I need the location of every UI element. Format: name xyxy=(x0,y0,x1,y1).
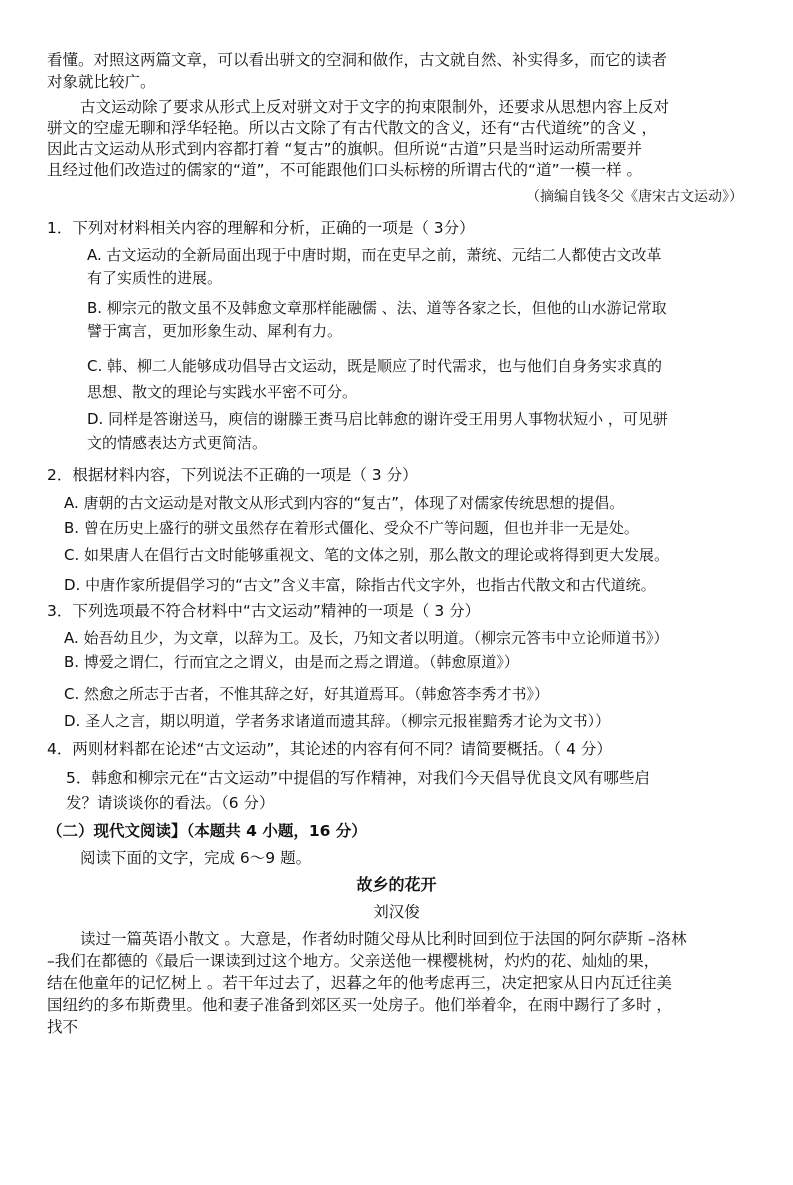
q3-option-c: C. 然愈之所志于古者，不惟其辞之好，好其道焉耳。（韩愈答李秀才书》） xyxy=(64,685,550,703)
question-5-cont: 发？请谈谈你的看法。（6 分） xyxy=(66,794,275,812)
intro-line: 骈文的空虚无聊和浮华轻艳。所以古文除了有古代散文的含义，还有“古代道统”的含义 ， xyxy=(47,119,657,137)
question-3-stem: 3．下列选项最不符合材料中“古文运动”精神的一项是（ 3 分） xyxy=(47,602,481,620)
q2-option-d: D. 中唐作家所提倡学习的“古文”含义丰富，除指古代文字外，也指古代散文和古代道统。 xyxy=(64,576,656,594)
question-2-stem: 2．根据材料内容，下列说法不正确的一项是（ 3 分） xyxy=(47,466,418,484)
q2-option-b: B. 曾在历史上盛行的骈文虽然存在着形式僵化、受众不广等问题，但也并非一无是处。 xyxy=(64,519,639,537)
question-4: 4．两则材料都在论述“古文运动”，其论述的内容有何不同？请简要概括。（ 4 分） xyxy=(47,740,612,758)
story-author: 刘汉俊 xyxy=(373,903,420,921)
story-title: 故乡的花开 xyxy=(356,875,437,894)
question-5: 5．韩愈和柳宗元在“古文运动”中提倡的写作精神，对我们今天倡导优良文风有哪些启 xyxy=(66,769,650,787)
q2-option-a: A. 唐朝的古文运动是对散文从形式到内容的“复古”，体现了对儒家传统思想的提倡。 xyxy=(64,494,625,512)
q1-option-b-cont: 譬于寓言，更加形象生动、犀利有力。 xyxy=(87,322,343,340)
intro-line: 且经过他们改造过的儒家的“道”，不可能跟他们口头标榜的所谓古代的“道”一模一样 。 xyxy=(47,161,643,179)
q1-option-a: A. 古文运动的全新局面出现于中唐时期，而在吏早之前，萧统、元结二人都使古文改革 xyxy=(87,246,662,264)
q1-option-d: D. 同样是答谢送马，庾信的谢滕王赉马启比韩愈的谢许受王用男人事物状短小 ，可见骈 xyxy=(87,410,668,428)
story-line: –我们在都德的《最后一课读到过这个地方。父亲送他一棵樱桃树，灼灼的花、灿灿的果， xyxy=(47,952,660,970)
source-citation: （摘编自钱冬父《唐宋古文运动》） xyxy=(526,189,743,205)
q3-option-d: D. 圣人之言，期以明道，学者务求诸道而遗其辞。（柳宗元报崔黯秀才论为文书）） xyxy=(64,712,611,730)
q3-option-b: B. 博爱之谓仁，行而宜之之谓义，由是而之焉之谓道。（韩愈原道》） xyxy=(64,653,519,671)
intro-line: 因此古文运动从形式到内容都打着 “复古”的旗帜。但所说“古道”只是当时运动所需要并 xyxy=(47,140,643,158)
q2-option-c: C. 如果唐人在倡行古文时能够重视文、笔的文体之别，那么散文的理论或将得到更大发展。 xyxy=(64,546,670,564)
intro-line: 看懂。对照这两篇文章，可以看出骈文的空洞和做作，古文就自然、补实得多，而它的读者 xyxy=(47,51,668,69)
story-line: 读过一篇英语小散文 。大意是，作者幼时随父母从比利时回到位于法国的阿尔萨斯 –洛林 xyxy=(80,930,687,948)
q1-option-a-cont: 有了实质性的进展。 xyxy=(87,269,223,287)
q1-option-b: B. 柳宗元的散文虽不及韩愈文章那样能融儒 、法、道等各家之长，但他的山水游记常取 xyxy=(87,299,667,317)
intro-line: 对象就比较广。 xyxy=(47,73,156,91)
q1-option-d-cont: 文的情感表达方式更简洁。 xyxy=(87,434,268,452)
reading-instruction: 阅读下面的文字，完成 6～9 题。 xyxy=(80,849,312,867)
story-line: 找不 xyxy=(47,1018,79,1036)
section-header: （二）现代文阅读】（本题共 4 小题，16 分） xyxy=(47,822,367,840)
question-1-stem: 1．下列对材料相关内容的理解和分析，正确的一项是（ 3分） xyxy=(47,219,475,237)
intro-line: 古文运动除了要求从形式上反对骈文对于文字的拘束限制外，还要求从思想内容上反对 xyxy=(80,98,670,116)
q1-option-c-cont: 思想、散文的理论与实践水平密不可分。 xyxy=(87,383,358,401)
q3-option-a: A. 始吾幼且少，为文章，以辞为工。及长，乃知文者以明道。（柳宗元答韦中立论师道书》） xyxy=(64,629,669,647)
q1-option-c: C. 韩、柳二人能够成功倡导古文运动，既是顺应了时代需求，也与他们自身务实求真的 xyxy=(87,357,663,375)
story-line: 国纽约的多布斯费里。他和妻子准备到郊区买一处房子。他们举着伞，在雨中踢行了多时 ， xyxy=(47,996,672,1014)
story-line: 结在他童年的记忆树上 。若干年过去了，迟暮之年的他考虑再三，决定把家从日内瓦迁往美 xyxy=(47,974,672,992)
